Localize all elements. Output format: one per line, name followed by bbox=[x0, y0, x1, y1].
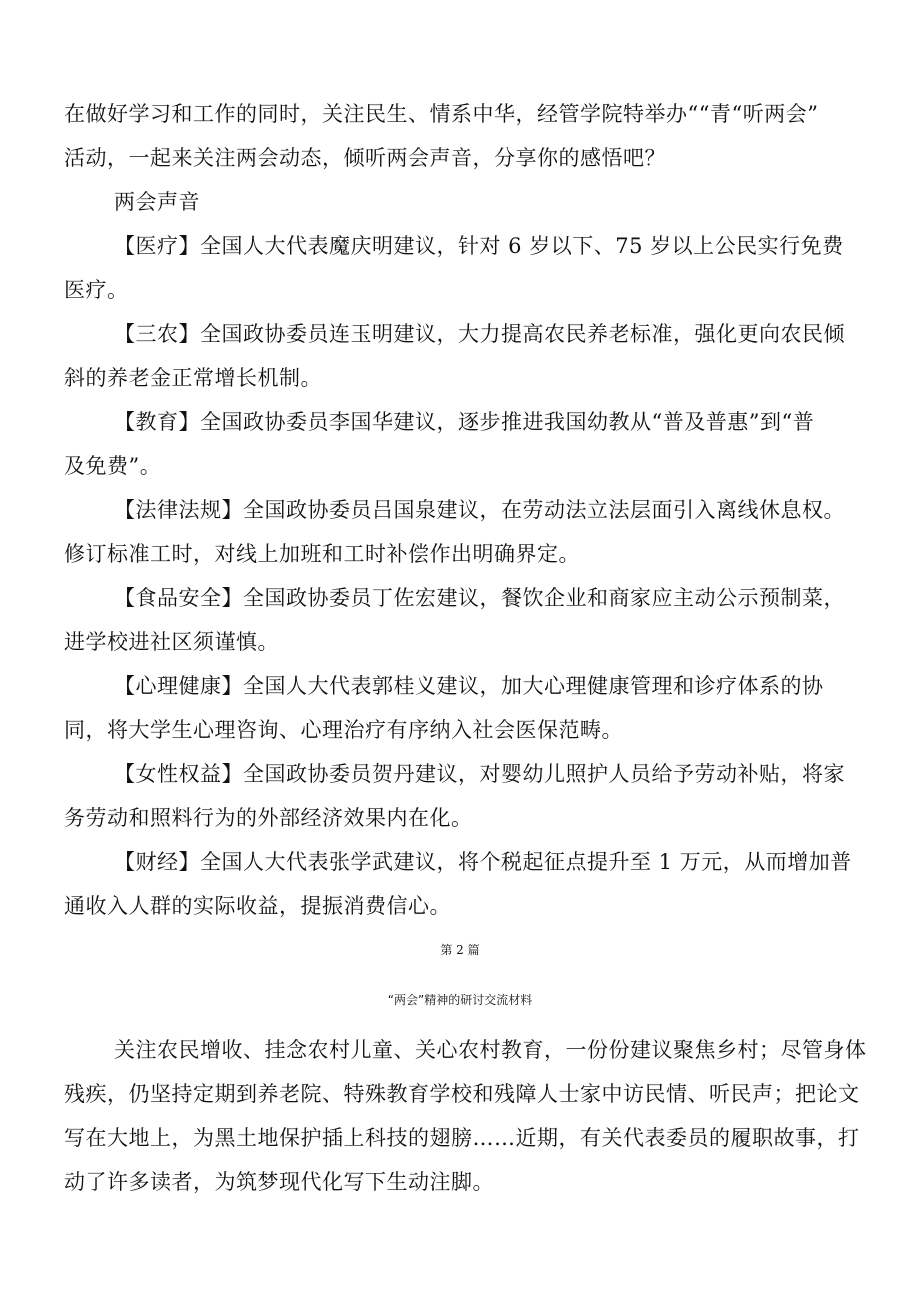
article-body-line-3: 写在大地上，为黑土地保护插上科技的翅膀……近期，有关代表委员的履职故事，打 bbox=[64, 1126, 860, 1150]
intro-line-2: 活动，一起来关注两会动态，倾听两会声音，分享你的感悟吧？ bbox=[64, 146, 666, 170]
part-label: 第 2 篇 bbox=[440, 943, 480, 957]
item-mental-health-line-1: 【心理健康】全国人大代表郭桂义建议，加大心理健康管理和诊疗体系的协 bbox=[114, 674, 824, 698]
article-body-line-2: 残疾，仍坚持定期到养老院、特殊教育学校和残障人士家中访民情、听民声；把论文 bbox=[64, 1082, 860, 1106]
article-title: “两会”精神的研讨交流材料 bbox=[387, 993, 533, 1007]
item-medical-line-1: 【医疗】全国人大代表魔庆明建议，针对 6 岁以下、75 岁以上公民实行免费 bbox=[114, 234, 844, 258]
article-body-line-1: 关注农民增收、挂念农村儿童、关心农村教育，一份份建议聚焦乡村；尽管身体 bbox=[114, 1038, 867, 1062]
item-finance-line-2: 通收入人群的实际收益，提振消费信心。 bbox=[64, 894, 451, 918]
item-law-line-2: 修订标准工时，对线上加班和工时补偿作出明确界定。 bbox=[64, 542, 580, 566]
item-agriculture-line-1: 【三农】全国政协委员连玉明建议，大力提高农民养老标准，强化更向农民倾 bbox=[114, 322, 845, 346]
section-title: 两会声音 bbox=[114, 190, 200, 214]
item-medical-line-2: 医疗。 bbox=[64, 278, 129, 302]
item-law-line-1: 【法律法规】全国政协委员吕国泉建议，在劳动法立法层面引入离线休息权。 bbox=[114, 498, 845, 522]
item-food-safety-line-2: 进学校进社区须谨慎。 bbox=[64, 630, 279, 654]
item-food-safety-line-1: 【食品安全】全国政协委员丁佐宏建议，餐饮企业和商家应主动公示预制菜， bbox=[114, 586, 845, 610]
item-mental-health-line-2: 同，将大学生心理咨询、心理治疗有序纳入社会医保范畴。 bbox=[64, 718, 623, 742]
item-education-line-2: 及免费”。 bbox=[64, 454, 162, 478]
item-agriculture-line-2: 斜的养老金正常增长机制。 bbox=[64, 366, 322, 390]
article-body-line-4: 动了许多读者，为筑梦现代化写下生动注脚。 bbox=[64, 1170, 494, 1194]
item-women-rights-line-2: 务劳动和照料行为的外部经济效果内在化。 bbox=[64, 806, 473, 830]
item-education-line-1: 【教育】全国政协委员李国华建议，逐步推进我国幼教从“普及普惠”到“普 bbox=[114, 410, 815, 434]
item-women-rights-line-1: 【女性权益】全国政协委员贺丹建议，对婴幼儿照护人员给予劳动补贴，将家 bbox=[114, 762, 845, 786]
item-finance-line-1: 【财经】全国人大代表张学武建议，将个税起征点提升至 1 万元，从而增加普 bbox=[114, 850, 852, 874]
intro-line-1: 在做好学习和工作的同时，关注民生、情系中华，经管学院特举办““青“听两会” bbox=[64, 102, 819, 126]
